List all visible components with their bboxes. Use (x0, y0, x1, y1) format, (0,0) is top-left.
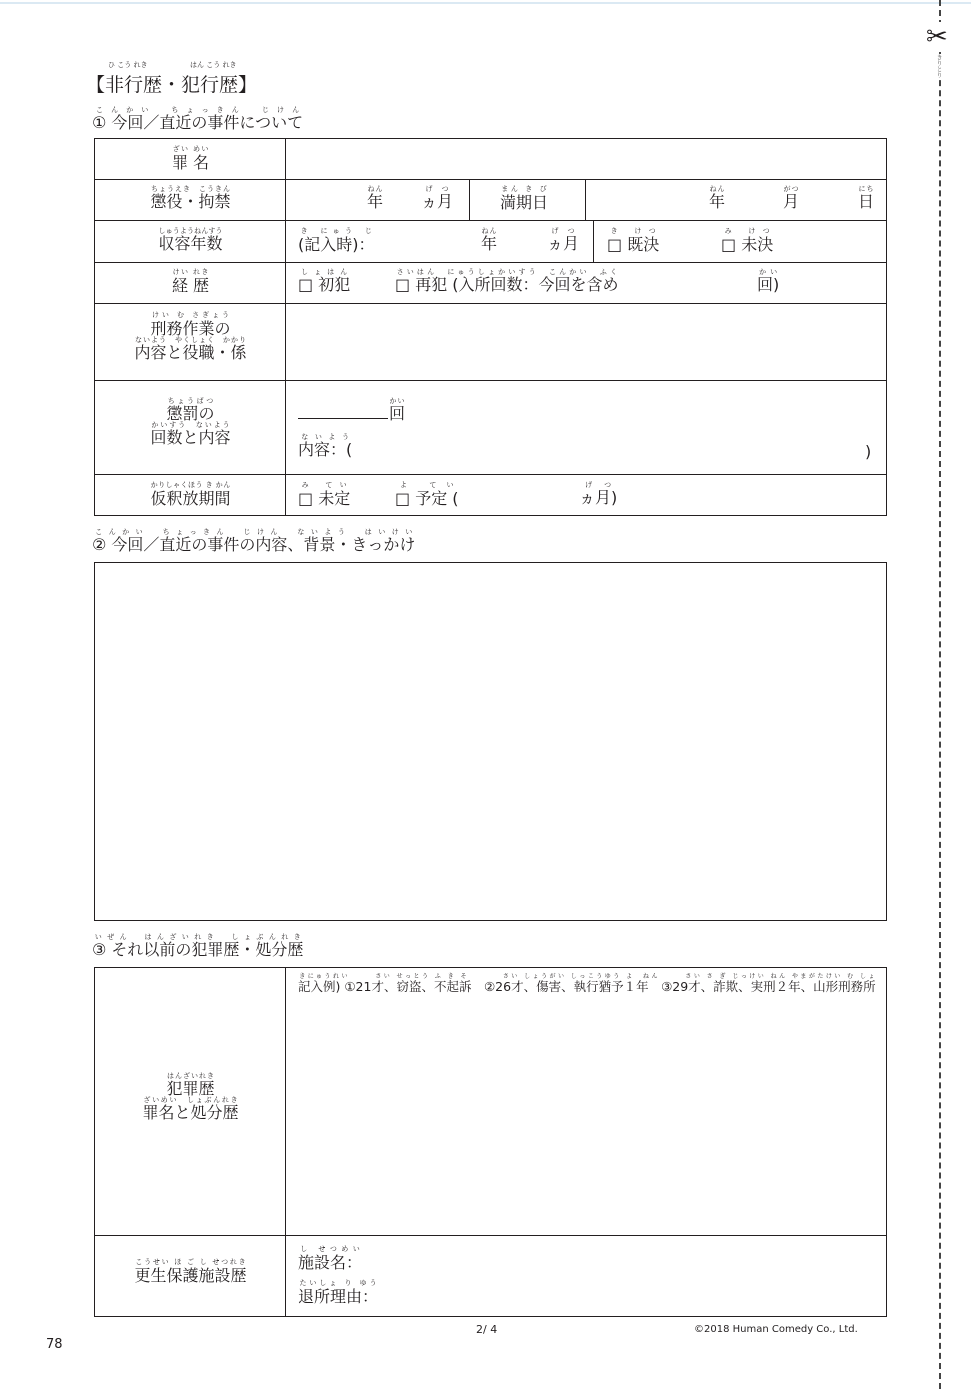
leave-reason-field[interactable]: 退所理由：たいしょ り ゆう (298, 1279, 379, 1306)
expiry-label: 満期日まん き び (500, 185, 549, 212)
expiry-year[interactable]: 年ねん (709, 185, 726, 211)
held-month[interactable]: ヵ月げつ (547, 227, 580, 253)
section2-heading: ② 今回／直近の事件の内容、背景・きっかけこんかい ちょっきん じけん ないよう はいけい (92, 528, 416, 554)
sentence-year[interactable]: 年ねん (367, 185, 384, 211)
example-text: 記入例) ①21才、窃盗、不起訴 ②26才、傷害、執行猶予１年 ③29才、詐欺、実刑２年、山形刑務所きにゅうれい さい せっとう ふ き そ さい しょうがい しっこうゆう よ ねん さい さ ぎ じっけい ねん やまがたけい む しょ (298, 973, 876, 994)
checkbox-decided[interactable]: □ 既決き けつ (607, 227, 660, 254)
case-background-field[interactable] (94, 562, 887, 921)
prison-work-field[interactable] (287, 304, 885, 379)
current-case-table (94, 138, 887, 516)
facility-name-field[interactable]: 施設名：し せつめい (298, 1245, 363, 1272)
held-year[interactable]: 年ねん (481, 227, 498, 253)
checkbox-repeat-offense[interactable]: □ 再犯 (入所回数：今回を含めさいはん にゅうしょかいすう こんかい ふく (395, 268, 619, 294)
label-punishment: 懲罰のちょうばつ 回数と内容かいすう ないよう (150, 397, 231, 447)
label-prison-work: 刑務作業のけい む さぎょう 内容と役職・係ないよう やくしょく かかり (134, 311, 247, 362)
prior-record-table (94, 967, 887, 1317)
punishment-count-field[interactable] (298, 418, 388, 419)
checkbox-parole-undecided[interactable]: □ 未定み てい (298, 481, 351, 508)
label-criminal-record: 犯罪歴はんざいれき 罪名と処分歴ざいめい しょぶんれき (142, 1072, 239, 1122)
checkbox-parole-scheduled[interactable]: □ 予定 (よ てい (395, 481, 459, 508)
cut-label: きりとり (935, 54, 942, 78)
scissors-icon: ✂ (926, 22, 948, 52)
label-history: 経 歴けい れき (171, 268, 210, 295)
checkbox-first-offense[interactable]: □ 初犯しょはん (298, 268, 351, 294)
parole-months[interactable]: ヵ月)げつ (579, 481, 618, 507)
admission-count[interactable]: 回)かい (757, 268, 780, 294)
label-crime-name: 罪 名ざい めい (171, 145, 210, 172)
label-sentence: 懲役・拘禁ちょうえき こうきん (150, 185, 231, 211)
punishment-count-unit: 回かい (389, 397, 406, 423)
crime-name-field[interactable] (287, 140, 885, 178)
entry-time-label: (記入時)：き にゅう じ (298, 227, 375, 254)
expiry-month[interactable]: 月がつ (783, 185, 800, 211)
punishment-content-close: ) (865, 442, 872, 461)
page-title (86, 60, 346, 100)
label-rehab-facility: 更生保護施設歴こうせい ほ ご し せつれき (134, 1258, 247, 1285)
cut-line (939, 0, 941, 1389)
section3-heading: ③ それ以前の犯罪歴・処分歴いぜん はんざいれき しょぶんれき (92, 933, 304, 959)
page-indicator: 2/ 4 (476, 1323, 498, 1336)
punishment-content[interactable]: 内容：(ないよう (298, 433, 353, 459)
page-number: 78 (46, 1337, 63, 1352)
label-parole: 仮釈放期間かりしゃくほう き かん (150, 481, 231, 508)
title-text: 【非行歴・犯行歴】 (86, 74, 258, 96)
section1-heading: ① 今回／直近の事件についてこんかい ちょっきん じけん (92, 106, 304, 132)
title-ruby-delinquency: ひ こう れき (108, 61, 148, 69)
criminal-record-field[interactable] (287, 998, 885, 1234)
expiry-day[interactable]: 日にち (858, 185, 875, 211)
label-years-held: 収容年数しゅうようねんすう (158, 227, 223, 253)
top-border (0, 2, 971, 4)
checkbox-undecided[interactable]: □ 未決み けつ (721, 227, 774, 254)
title-ruby-criminal: はん こう れき (190, 61, 237, 69)
copyright: ©2018 Human Comedy Co., Ltd. (694, 1324, 858, 1335)
sentence-month[interactable]: ヵ月げつ (421, 185, 454, 211)
